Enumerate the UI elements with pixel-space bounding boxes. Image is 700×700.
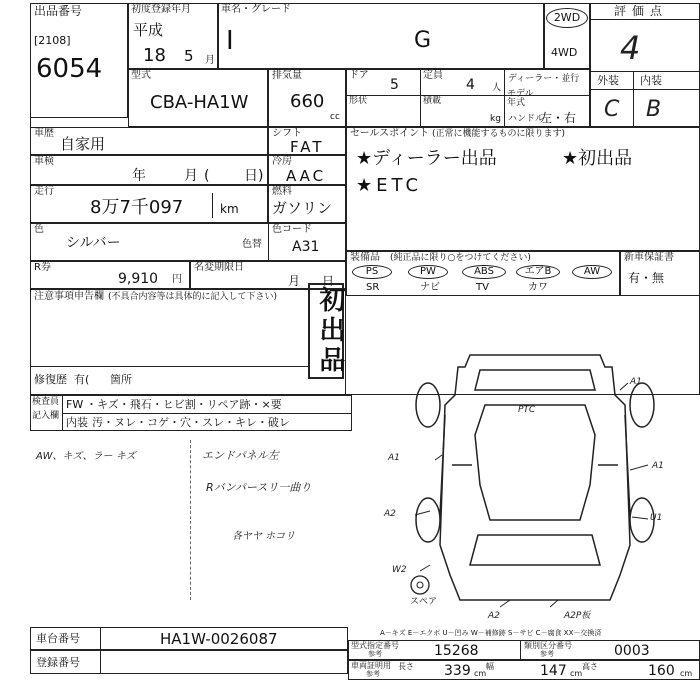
model-year-label: モデル年式	[507, 89, 534, 108]
equip-abs: ABS	[462, 265, 506, 279]
type-num-value: 15268	[434, 643, 479, 659]
dims-len-label: 長さ	[398, 662, 414, 671]
equipment-note: (純正品に限り○をつけてください)	[390, 253, 531, 263]
mileage-label: 走行	[34, 186, 54, 197]
mark-a2-bottom: A2	[488, 611, 500, 621]
class-num-label: 類別区分番号	[524, 641, 572, 650]
mark-w2: W2	[392, 565, 407, 575]
chassis-value: HA1W-0026087	[160, 630, 278, 648]
spare-tire-icon	[411, 576, 429, 594]
mileage-unit: km	[220, 202, 239, 216]
car-grade: G	[414, 28, 432, 53]
dims-len: 339	[444, 663, 471, 679]
inspection-box	[30, 155, 268, 185]
hand-note-left: AW、キズ、ラー キズ	[36, 451, 136, 462]
sales-point-line1b: ★初出品	[562, 148, 633, 169]
dealer-label: ディーラー・並行	[508, 74, 580, 84]
car-name: I	[226, 26, 234, 56]
equip-leather: カワ	[528, 282, 548, 293]
load-unit: kg	[490, 114, 501, 124]
car-damage-diagram	[400, 345, 690, 620]
first-reg-year: 18	[143, 45, 166, 66]
drive-4wd: 4WD	[551, 46, 578, 59]
drive-2wd: 2WD	[546, 8, 588, 28]
recycle-value: 9,910	[118, 271, 159, 287]
handle-label: ハンドル	[508, 114, 545, 124]
equip-aw: AW	[572, 265, 612, 279]
shape-label: 形状	[349, 96, 368, 106]
equip-pw: PW	[408, 265, 448, 279]
registration-label: 名変期限日	[194, 262, 244, 273]
first-reg-unit: 月	[205, 55, 215, 66]
inspection-label: 車検	[34, 156, 54, 167]
inspector-label2: 記入欄	[32, 411, 60, 421]
model-label: 型式	[131, 70, 151, 81]
shift-label: シフト	[272, 128, 302, 139]
usage-label: 車歴	[34, 128, 54, 139]
color-label: 色	[34, 224, 44, 235]
capacity-unit: 人	[492, 83, 502, 93]
inspector-row2: 汚・ヌレ・コゲ・穴・スレ・キレ・破レ	[92, 416, 290, 429]
spare-label: スペア	[410, 597, 438, 607]
displacement-label: 排気量	[272, 70, 302, 81]
equip-sr: SR	[366, 282, 380, 293]
handle-value: 左・右	[540, 111, 577, 125]
capacity-label: 定員	[423, 70, 443, 81]
lot-code: [2108]	[34, 34, 71, 47]
lot-label: 出品番号	[34, 4, 83, 18]
recycle-box	[30, 261, 190, 289]
first-reg-month: 5	[184, 47, 194, 65]
inspection-day: 日)	[244, 168, 264, 184]
equip-navi: ナビ	[420, 282, 440, 293]
color-change-label: 色替	[242, 239, 262, 250]
score-int-label: 内装	[640, 74, 662, 87]
recycle-unit: 円	[172, 274, 182, 285]
dims-wid-label: 幅	[486, 662, 494, 671]
hand-note-c3: 各ヤヤ ホコリ	[232, 531, 296, 542]
first-reg-era: 平成	[133, 21, 164, 39]
hand-note-c1: エンドパネル左	[202, 449, 279, 462]
color-code-label: 色コード	[272, 224, 312, 235]
usage-value: 自家用	[60, 135, 106, 153]
repair-value: 有(	[74, 373, 90, 386]
first-reg-label: 初度登録年月	[131, 4, 191, 15]
chassis-label: 車台番号	[36, 632, 80, 645]
equip-airbag: エアB	[516, 265, 560, 279]
dims-label: 車両証明用	[351, 661, 391, 670]
model-value: CBA-HA1W	[150, 92, 249, 113]
displacement-unit: cc	[330, 112, 340, 122]
notes-label: 注意事項申告欄	[34, 291, 104, 302]
sales-point-line2: ★ETC	[356, 175, 423, 196]
color-code: A31	[292, 239, 320, 255]
dims-len-unit: cm	[474, 669, 487, 678]
equip-ps: PS	[352, 265, 392, 279]
inspector-row1: ・キズ・飛石・ヒビ割・リペア跡・×要	[86, 398, 282, 411]
dims-hei-unit: cm	[680, 669, 693, 678]
class-num-value: 0003	[614, 643, 650, 659]
inspection-open: (	[204, 168, 210, 184]
mileage-value: 8万7千097	[90, 197, 184, 218]
score-value: 4	[620, 29, 641, 67]
mark-a2p: A2P板	[564, 611, 591, 621]
hand-note-c2: Rバンパースリ一曲り	[206, 481, 312, 494]
mark-a1-right: A1	[630, 377, 642, 387]
dims-wid: 147	[540, 663, 567, 679]
mark-a2-left: A2	[384, 509, 396, 519]
dims-wid-unit: cm	[570, 669, 583, 678]
load-label: 積載	[423, 96, 442, 106]
equipment-label: 装備品	[350, 252, 380, 263]
ac-value: AAC	[286, 167, 327, 185]
fuel-value: ガソリン	[272, 199, 333, 217]
capacity-value: 4	[466, 77, 475, 93]
displacement-value: 660	[290, 91, 325, 112]
sales-point-line1a: ★ディーラー出品	[356, 148, 497, 169]
inspection-year: 年	[132, 168, 146, 184]
class-num-sub: 参考	[540, 650, 554, 658]
sales-point-note: (正常に機能するものに限ります)	[432, 129, 566, 139]
doors-value: 5	[390, 77, 399, 93]
score-ext: C	[604, 97, 620, 122]
warranty-value: 有・無	[628, 271, 665, 285]
score-ext-label: 外装	[597, 74, 619, 87]
sales-point-label: セールスポイント	[350, 128, 430, 139]
score-int: B	[646, 97, 662, 122]
lot-number: 6054	[36, 54, 103, 84]
shift-value: FAT	[290, 138, 325, 156]
stamp-first-listing: 初出品	[315, 286, 345, 376]
repair-label: 修復歴	[34, 373, 67, 386]
reg-number-label: 登録番号	[36, 656, 80, 669]
mark-ptc: PTC	[518, 405, 536, 415]
mark-u1: U1	[650, 513, 663, 523]
type-num-sub: 参考	[368, 650, 382, 658]
doors-label: ドア	[349, 70, 369, 81]
inspection-month: 月	[184, 168, 198, 184]
fuel-label: 燃料	[272, 186, 292, 197]
dims-hei-label: 高さ	[582, 662, 598, 671]
type-num-label: 型式指定番号	[351, 641, 399, 650]
mark-a1-left: A1	[388, 453, 400, 463]
inspector-row1-label: FW	[66, 398, 84, 411]
recycle-label: R券	[34, 262, 51, 273]
dims-hei: 160	[648, 663, 675, 679]
notes-sub: (不具合内容等は具体的に記入して下さい)	[108, 292, 278, 302]
dims-sub: 参考	[366, 670, 380, 678]
equip-tv: TV	[476, 282, 489, 293]
inspector-label1: 検査員	[32, 397, 60, 407]
registration-day: 日	[322, 274, 335, 288]
warranty-label: 新車保証書	[624, 252, 674, 263]
inspector-row2-label: 内装	[66, 416, 88, 429]
car-grade-label: 車名・グレード	[221, 4, 291, 15]
registration-month: 月	[288, 274, 301, 288]
score-label: 評価点	[614, 4, 669, 18]
ac-label: 冷房	[272, 156, 292, 167]
repair-unit: 箇所	[110, 373, 132, 386]
damage-legend: A－キズ E－エクボ U－凹み W－補修跡 S－サビ C－腐食 XX－交換済	[380, 629, 602, 637]
mark-a1-right-side: A1	[652, 461, 664, 471]
color-value: シルバー	[66, 235, 121, 251]
